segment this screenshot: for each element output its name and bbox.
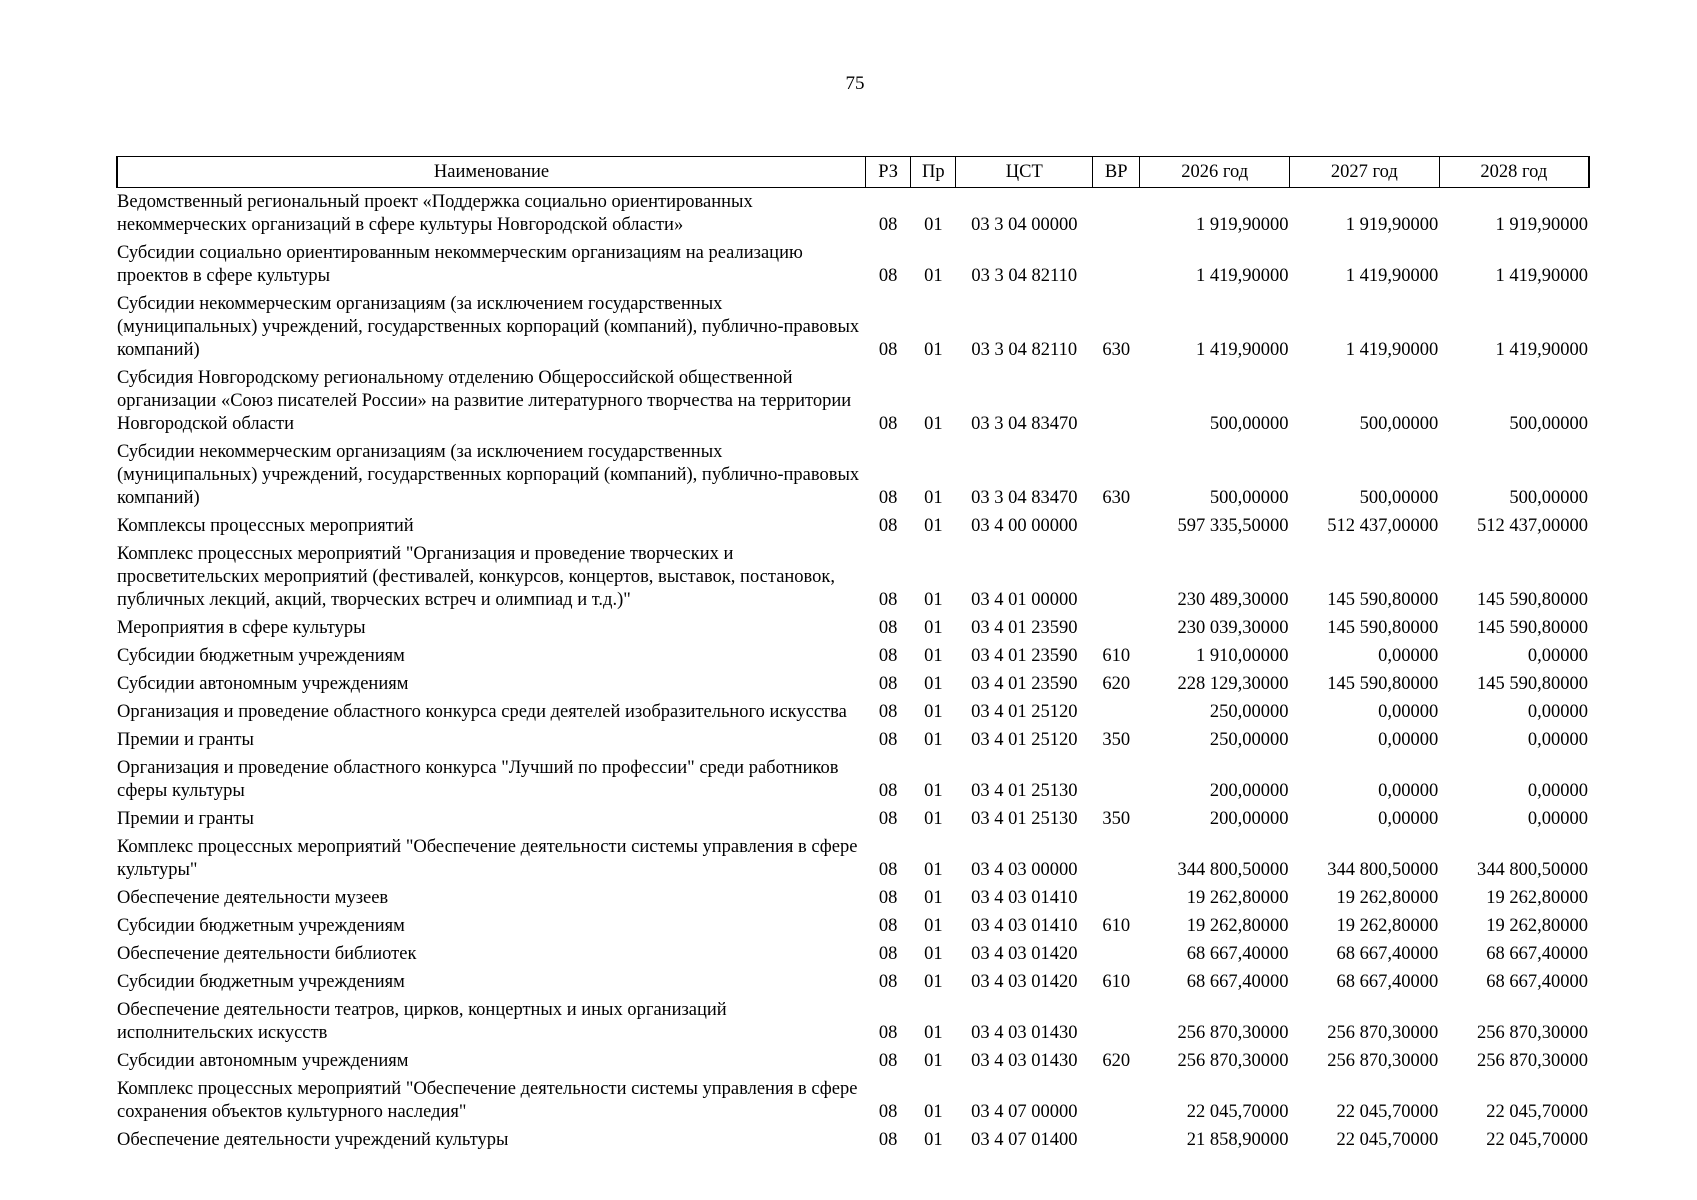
cell-2026: 250,00000 [1209,730,1289,750]
cell-cst: 03 4 03 01420 [971,944,1078,964]
cell-2026: 230 039,30000 [1177,618,1289,638]
cell-pr: 01 [924,414,943,434]
table-row [117,833,1589,884]
cell-rz: 08 [878,674,898,694]
cell-name: Обеспечение деятельности учреждений культуры [117,1130,509,1150]
cell-cst: 03 4 01 00000 [971,590,1078,610]
cell-rz: 08 [878,1102,898,1122]
cell-cst: 03 4 03 00000 [971,860,1078,880]
table-row [117,364,1589,438]
cell-2027: 512 437,00000 [1327,516,1439,536]
table-row [117,438,1589,512]
cell-cst: 03 4 01 23590 [971,646,1078,666]
cell-cst: 03 4 01 23590 [971,618,1078,638]
cell-vr: 610 [1102,646,1131,666]
cell-cst: 03 4 03 01430 [971,1051,1078,1071]
cell-2028: 22 045,70000 [1486,1130,1588,1150]
cell-name: Субсидии социально ориентированным некоммерческим организациям на реализацию проектов в сфере культуры [117,243,803,286]
cell-2027: 22 045,70000 [1336,1102,1439,1122]
cell-pr: 01 [924,888,943,908]
cell-pr: 01 [924,702,943,722]
table-row [117,940,1589,968]
cell-name: Обеспечение деятельности музеев [117,888,389,908]
cell-vr [1093,188,1140,240]
cell-2028: 1 419,90000 [1495,266,1588,286]
header-pr: Пр [911,157,956,188]
cell-cst: 03 4 01 25120 [971,702,1078,722]
cell-pr: 01 [924,1051,943,1071]
cell-name: Обеспечение деятельности театров, цирков, концертных и иных организаций исполнительских искусств [117,1000,727,1043]
cell-rz: 08 [878,488,898,508]
cell-2027: 19 262,80000 [1336,916,1439,936]
table-row [117,642,1589,670]
cell-cst: 03 4 03 01410 [971,916,1078,936]
header-vr: ВР [1093,157,1140,188]
cell-2027: 22 045,70000 [1336,1130,1439,1150]
cell-rz: 08 [878,730,898,750]
cell-rz: 08 [878,414,898,434]
cell-2027: 145 590,80000 [1327,590,1439,610]
cell-rz: 08 [878,618,898,638]
cell-2028: 500,00000 [1509,414,1588,434]
cell-cst: 03 4 07 01400 [971,1130,1078,1150]
cell-2026: 597 335,50000 [1177,516,1289,536]
cell-2028: 0,00000 [1527,730,1588,750]
cell-2027: 1 919,90000 [1345,215,1439,235]
cell-cst: 03 4 00 00000 [971,516,1078,536]
header-name: Наименование [117,157,866,188]
cell-2028: 1 419,90000 [1495,340,1588,360]
cell-rz: 08 [878,860,898,880]
cell-2028: 0,00000 [1527,781,1588,801]
cell-name: Мероприятия в сфере культуры [117,618,366,638]
cell-2028: 68 667,40000 [1486,972,1588,992]
header-2027: 2027 год [1290,157,1440,188]
cell-pr: 01 [924,944,943,964]
cell-2027: 0,00000 [1378,702,1439,722]
cell-2028: 68 667,40000 [1486,944,1588,964]
cell-2027: 1 419,90000 [1345,266,1439,286]
cell-name: Организация и проведение областного конкурса "Лучший по профессии" среди работников сферы культуры [117,758,839,801]
cell-vr [1093,540,1140,614]
cell-pr: 01 [924,809,943,829]
cell-vr [1093,754,1140,805]
cell-2026: 21 858,90000 [1186,1130,1289,1150]
cell-pr: 01 [924,618,943,638]
cell-pr: 01 [924,730,943,750]
cell-name: Субсидия Новгородскому региональному отделению Общероссийской общественной организации «Союз писателей России» на развитие литературного творчества на территории Новгородской области [117,368,852,434]
cell-cst: 03 4 01 25120 [971,730,1078,750]
cell-pr: 01 [924,1102,943,1122]
cell-cst: 03 4 03 01430 [971,1023,1078,1043]
table-row [117,239,1589,290]
cell-2028: 0,00000 [1527,809,1588,829]
cell-cst: 03 3 04 83470 [971,414,1078,434]
cell-rz: 08 [878,702,898,722]
cell-vr [1093,512,1140,540]
cell-2027: 68 667,40000 [1336,972,1439,992]
cell-name: Комплекс процессных мероприятий "Организация и проведение творческих и просветительских мероприятий (фестивалей, конкурсов, концертов, выставок, постановок, публичных лекций, акций, творческих встреч и олимпиад и т.д.)" [117,544,836,610]
cell-rz: 08 [878,809,898,829]
cell-2028: 145 590,80000 [1477,590,1588,610]
cell-2027: 19 262,80000 [1336,888,1439,908]
cell-2026: 500,00000 [1209,488,1289,508]
cell-cst: 03 4 01 25130 [971,809,1078,829]
cell-vr [1093,1075,1140,1126]
cell-pr: 01 [924,972,943,992]
cell-vr: 620 [1102,1051,1131,1071]
cell-2028: 256 870,30000 [1477,1023,1588,1043]
cell-name: Субсидии автономным учреждениям [117,1051,409,1071]
cell-cst: 03 3 04 82110 [971,266,1078,286]
cell-2026: 68 667,40000 [1186,972,1289,992]
cell-pr: 01 [924,340,943,360]
cell-2026: 22 045,70000 [1186,1102,1289,1122]
cell-2027: 256 870,30000 [1327,1051,1439,1071]
cell-name: Субсидии бюджетным учреждениям [117,646,405,666]
cell-cst: 03 4 07 00000 [971,1102,1078,1122]
cell-vr [1093,614,1140,642]
table-row [117,1126,1589,1154]
cell-2028: 19 262,80000 [1486,916,1588,936]
cell-2027: 68 667,40000 [1336,944,1439,964]
cell-2027: 145 590,80000 [1327,618,1439,638]
budget-table [116,156,1590,1154]
table-row [117,1075,1589,1126]
cell-2028: 0,00000 [1527,646,1588,666]
header-rz: РЗ [866,157,911,188]
cell-2026: 250,00000 [1209,702,1289,722]
cell-pr: 01 [924,1130,943,1150]
table-row [117,188,1589,240]
cell-2028: 344 800,50000 [1477,860,1588,880]
cell-vr: 630 [1102,488,1131,508]
cell-pr: 01 [924,646,943,666]
cell-2026: 200,00000 [1209,781,1289,801]
cell-name: Обеспечение деятельности библиотек [117,944,417,964]
cell-2027: 0,00000 [1378,781,1439,801]
cell-pr: 01 [924,215,943,235]
cell-rz: 08 [878,340,898,360]
cell-2027: 500,00000 [1359,414,1439,434]
table-row [117,968,1589,996]
table-row [117,912,1589,940]
cell-2028: 512 437,00000 [1477,516,1588,536]
cell-2026: 19 262,80000 [1186,916,1289,936]
cell-vr [1093,884,1140,912]
header-2028: 2028 год [1439,157,1589,188]
cell-name: Комплекс процессных мероприятий "Обеспечение деятельности системы управления в сфере культуры" [117,837,858,880]
cell-pr: 01 [924,488,943,508]
cell-vr [1093,239,1140,290]
cell-2028: 0,00000 [1527,702,1588,722]
cell-pr: 01 [924,516,943,536]
cell-name: Премии и гранты [117,730,254,750]
cell-2028: 256 870,30000 [1477,1051,1588,1071]
cell-2028: 1 919,90000 [1495,215,1588,235]
cell-vr: 350 [1102,809,1131,829]
cell-rz: 08 [878,1023,898,1043]
cell-rz: 08 [878,916,898,936]
cell-pr: 01 [924,266,943,286]
cell-2026: 344 800,50000 [1177,860,1289,880]
table-row [117,540,1589,614]
cell-cst: 03 4 01 23590 [971,674,1078,694]
cell-vr: 630 [1102,340,1131,360]
cell-2027: 0,00000 [1378,646,1439,666]
cell-name: Комплексы процессных мероприятий [117,516,414,536]
table-row [117,614,1589,642]
cell-2028: 19 262,80000 [1486,888,1588,908]
cell-2026: 1 919,90000 [1196,215,1289,235]
cell-2026: 1 910,00000 [1196,646,1289,666]
cell-2026: 1 419,90000 [1196,266,1289,286]
cell-vr [1093,698,1140,726]
cell-rz: 08 [878,888,898,908]
cell-2026: 256 870,30000 [1177,1051,1289,1071]
cell-name: Субсидии некоммерческим организациям (за исключением государственных (муниципальных) учреждений, государственных корпораций (компаний), публично-правовых компаний) [117,442,860,508]
cell-vr [1093,940,1140,968]
cell-rz: 08 [878,516,898,536]
cell-2027: 500,00000 [1359,488,1439,508]
cell-vr: 610 [1102,916,1131,936]
cell-cst: 03 3 04 00000 [971,215,1078,235]
cell-cst: 03 4 03 01410 [971,888,1078,908]
cell-pr: 01 [924,916,943,936]
cell-2026: 500,00000 [1209,414,1289,434]
cell-pr: 01 [924,674,943,694]
table-row [117,884,1589,912]
cell-2026: 19 262,80000 [1186,888,1289,908]
cell-name: Субсидии бюджетным учреждениям [117,916,405,936]
table-row [117,290,1589,364]
header-2026: 2026 год [1140,157,1290,188]
table-row [117,996,1589,1047]
cell-rz: 08 [878,215,898,235]
cell-name: Субсидии некоммерческим организациям (за исключением государственных (муниципальных) учреждений, государственных корпораций (компаний), публично-правовых компаний) [117,294,860,360]
table-row [117,726,1589,754]
cell-vr: 350 [1102,730,1131,750]
cell-cst: 03 4 01 25130 [971,781,1078,801]
header-cst: ЦСТ [956,157,1093,188]
cell-vr: 610 [1102,972,1131,992]
cell-rz: 08 [878,590,898,610]
cell-2026: 230 489,30000 [1177,590,1289,610]
cell-name: Субсидии автономным учреждениям [117,674,409,694]
cell-vr: 620 [1102,674,1131,694]
cell-2026: 200,00000 [1209,809,1289,829]
cell-2027: 145 590,80000 [1327,674,1439,694]
cell-2026: 68 667,40000 [1186,944,1289,964]
cell-rz: 08 [878,646,898,666]
cell-rz: 08 [878,1051,898,1071]
table-row [117,698,1589,726]
cell-2027: 1 419,90000 [1345,340,1439,360]
cell-name: Организация и проведение областного конкурса среди деятелей изобразительного искусства [117,702,847,722]
cell-vr [1093,996,1140,1047]
cell-cst: 03 3 04 82110 [971,340,1078,360]
cell-vr [1093,833,1140,884]
cell-rz: 08 [878,1130,898,1150]
cell-name: Субсидии бюджетным учреждениям [117,972,405,992]
table-row [117,670,1589,698]
cell-pr: 01 [924,1023,943,1043]
cell-2027: 256 870,30000 [1327,1023,1439,1043]
cell-name: Ведомственный региональный проект «Поддержка социально ориентированных некоммерческих организаций в сфере культуры Новгородской области» [117,192,753,235]
cell-rz: 08 [878,781,898,801]
table-header-row [117,157,1589,188]
cell-pr: 01 [924,860,943,880]
cell-2026: 256 870,30000 [1177,1023,1289,1043]
cell-2027: 0,00000 [1378,809,1439,829]
table-body [117,188,1589,1155]
cell-rz: 08 [878,266,898,286]
cell-2026: 1 419,90000 [1196,340,1289,360]
cell-2028: 145 590,80000 [1477,674,1588,694]
table-row [117,754,1589,805]
cell-rz: 08 [878,944,898,964]
cell-2028: 500,00000 [1509,488,1588,508]
cell-name: Комплекс процессных мероприятий "Обеспечение деятельности системы управления в сфере сохранения объектов культурного наследия" [117,1079,858,1122]
cell-name: Премии и гранты [117,809,254,829]
cell-2028: 22 045,70000 [1486,1102,1588,1122]
table-row [117,512,1589,540]
cell-rz: 08 [878,972,898,992]
cell-2026: 228 129,30000 [1177,674,1289,694]
cell-cst: 03 3 04 83470 [971,488,1078,508]
cell-vr [1093,1126,1140,1154]
cell-cst: 03 4 03 01420 [971,972,1078,992]
page-number: 75 [845,73,865,94]
cell-2027: 344 800,50000 [1327,860,1439,880]
cell-2027: 0,00000 [1378,730,1439,750]
cell-2028: 145 590,80000 [1477,618,1588,638]
table-row [117,805,1589,833]
table-row [117,1047,1589,1075]
cell-vr [1093,364,1140,438]
cell-pr: 01 [924,590,943,610]
cell-pr: 01 [924,781,943,801]
